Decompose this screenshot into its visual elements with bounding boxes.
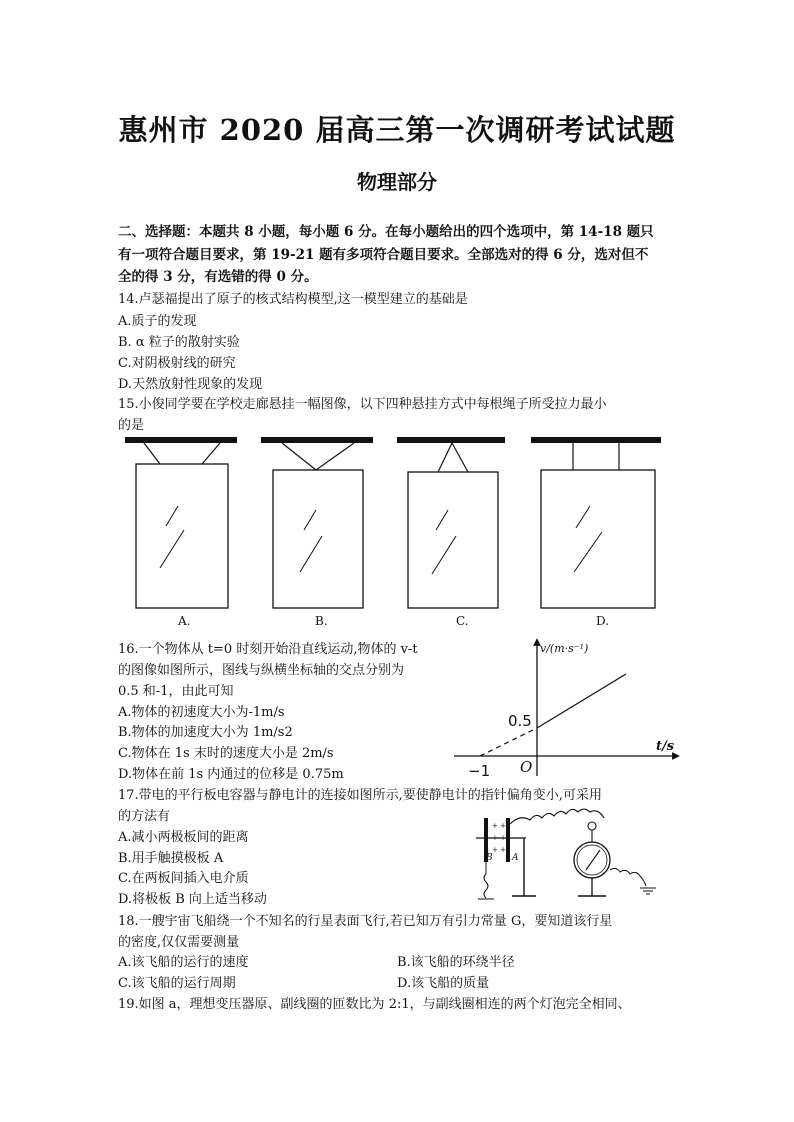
q16-x-axis-label: t/s bbox=[656, 739, 675, 754]
q16-option-d: D.物体在前 1s 内通过的位移是 0.75m bbox=[118, 767, 344, 782]
q16-dashed-extension bbox=[480, 728, 537, 756]
q16-y-intercept-label: 0.5 bbox=[508, 712, 532, 730]
q15-label-a: A. bbox=[178, 614, 191, 628]
section-header-line-3: 全的得 3 分，有选错的得 0 分。 bbox=[118, 269, 318, 285]
q16-x-intercept-label: −1 bbox=[468, 762, 491, 780]
q18-option-d: D.该飞船的质量 bbox=[397, 976, 490, 991]
q15-figure-d bbox=[531, 437, 661, 608]
q17-option-a: A.减小两极板间的距离 bbox=[118, 830, 249, 845]
q15-hanging-figures bbox=[118, 434, 668, 614]
q16-origin-label: O bbox=[520, 758, 533, 776]
q15-figure-c bbox=[397, 437, 505, 608]
q15-stem-line-1: 15.小俊同学要在学校走廊悬挂一幅图像，以下四种悬挂方式中每根绳子所受拉力最小 bbox=[118, 397, 607, 412]
q15-label-b: B. bbox=[315, 614, 328, 628]
q18-option-a: A.该飞船的运行的速度 bbox=[118, 955, 249, 970]
q19-stem: 19.如图 a，理想变压器原、副线圈的匝数比为 2:1，与副线圈相连的两个灯泡完全相同、 bbox=[118, 997, 631, 1012]
q14-option-c: C.对阴极射线的研究 bbox=[118, 356, 236, 371]
q15-stem-line-2: 的是 bbox=[118, 418, 145, 433]
q16-option-a: A.物体的初速度大小为-1m/s bbox=[118, 705, 285, 720]
q17-stem-line-1: 17.带电的平行板电容器与静电计的连接如图所示,要使静电计的指针偏角变小,可采用 bbox=[118, 788, 602, 803]
q16-stem-line-2: 的图像如图所示，图线与纵横坐标轴的交点分别为 bbox=[118, 663, 405, 678]
q18-stem-line-1: 18.一艘宇宙飞船绕一个不知名的行星表面飞行,若已知万有引力常量 G，要知道该行星 bbox=[118, 914, 613, 929]
q15-label-c: C. bbox=[456, 614, 469, 628]
q14-option-d: D.天然放射性现象的发现 bbox=[118, 377, 263, 392]
q16-vt-graph bbox=[450, 636, 680, 782]
svg-text:+ +: + + bbox=[492, 846, 506, 854]
q17-label-b: B bbox=[486, 853, 493, 863]
q14-stem: 14.卢瑟福提出了原子的核式结构模型,这一模型建立的基础是 bbox=[118, 292, 468, 307]
section-header-line-2: 有一项符合题目要求，第 19-21 题有多项符合题目要求。全部选对的得 6 分，选对但不 bbox=[118, 247, 649, 263]
q16-option-b: B.物体的加速度大小为 1m/s2 bbox=[118, 725, 293, 740]
page-subtitle: 物理部分 bbox=[357, 170, 437, 194]
q17-stem-line-2: 的方法有 bbox=[118, 809, 171, 824]
q15-label-d: D. bbox=[596, 614, 610, 628]
q14-option-b: B. α 粒子的散射实验 bbox=[118, 335, 240, 350]
q16-vt-line bbox=[537, 674, 626, 728]
page-title: 惠州市 2020 届高三第一次调研考试试题 bbox=[118, 113, 676, 147]
section-header-line-1: 二、选择题：本题共 8 小题，每小题 6 分。在每小题给出的四个选项中，第 14-18 题只 bbox=[118, 224, 654, 240]
q17-label-a: A bbox=[512, 853, 519, 863]
q17-option-d: D.将极板 B 向上适当移动 bbox=[118, 892, 267, 907]
q18-option-b: B.该飞船的环绕半径 bbox=[397, 955, 515, 970]
svg-text:+ +: + + bbox=[492, 834, 506, 842]
q15-figure-b bbox=[261, 437, 373, 608]
q18-stem-line-2: 的密度,仅仅需要测量 bbox=[118, 935, 240, 950]
q16-option-c: C.物体在 1s 末时的速度大小是 2m/s bbox=[118, 746, 334, 761]
q17-option-b: B.用手触摸极板 A bbox=[118, 851, 224, 866]
q17-option-c: C.在两板间插入电介质 bbox=[118, 871, 249, 886]
q18-option-c: C.该飞船的运行周期 bbox=[118, 976, 236, 991]
q14-option-a: A.质子的发现 bbox=[118, 314, 197, 329]
q16-stem-line-3: 0.5 和-1，由此可知 bbox=[118, 684, 234, 699]
q15-figure-a bbox=[125, 437, 237, 608]
q16-y-axis-label: v/(m·s⁻¹) bbox=[540, 642, 589, 655]
svg-text:+ +: + + bbox=[492, 822, 506, 830]
q16-stem-line-1: 16.一个物体从 t=0 时刻开始沿直线运动,物体的 v-t bbox=[118, 642, 418, 657]
q17-capacitor-electroscope-figure bbox=[466, 804, 666, 904]
